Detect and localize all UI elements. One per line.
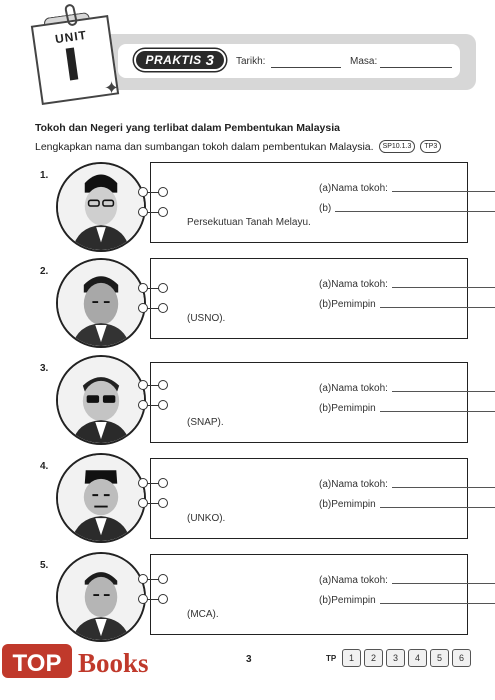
part-b-label: (b): [319, 595, 332, 606]
part-b-prompt: Pemimpin: [331, 403, 376, 414]
page-number: 3: [246, 654, 252, 665]
answer-line-b[interactable]: [319, 203, 467, 214]
portrait-image: [56, 258, 146, 348]
part-b-prompt: Pemimpin: [331, 595, 376, 606]
part-a-prompt: Nama tokoh:: [331, 575, 388, 586]
praktis-number: 3: [205, 51, 215, 69]
tp-level-box: 4: [408, 649, 427, 667]
section-title: Tokoh dan Negeri yang terlibat dalam Pembentukan Malaysia: [35, 122, 340, 134]
time-label: Masa:: [350, 56, 378, 67]
unit-number: I: [60, 39, 84, 92]
part-b-label: (b): [319, 499, 332, 510]
binder-rings-icon: [138, 183, 168, 223]
question-number: 3.: [40, 363, 49, 374]
answer-line-a[interactable]: [319, 383, 467, 394]
question-number: 4.: [40, 461, 49, 472]
answer-line-b[interactable]: [319, 299, 467, 310]
answer-blank[interactable]: [392, 391, 495, 392]
answer-box: [150, 162, 468, 243]
part-b-continuation: (USNO).: [187, 313, 226, 324]
part-b-label: (b): [319, 403, 332, 414]
part-a-label: (a): [319, 575, 332, 586]
answer-blank[interactable]: [380, 603, 495, 604]
watermark-part1: TOP: [12, 650, 62, 677]
answer-line-b[interactable]: [319, 403, 467, 414]
unit-label: UNIT: [54, 27, 88, 47]
answer-blank[interactable]: [380, 411, 495, 412]
binder-rings-icon: [138, 279, 168, 319]
answer-blank[interactable]: [392, 487, 495, 488]
answer-line-a[interactable]: [319, 575, 467, 586]
part-a-label: (a): [319, 383, 332, 394]
date-field[interactable]: [271, 67, 341, 68]
answer-line-b[interactable]: [319, 595, 467, 606]
tp-level-box: 1: [342, 649, 361, 667]
date-label: Tarikh:: [236, 56, 266, 67]
part-a-label: (a): [319, 479, 332, 490]
tp-badge: TP3: [420, 140, 441, 153]
topbooks-watermark-logo: [0, 640, 182, 682]
answer-line-a[interactable]: [319, 479, 467, 490]
answer-blank[interactable]: [380, 507, 495, 508]
question-number: 2.: [40, 266, 49, 277]
answer-blank[interactable]: [392, 191, 495, 192]
answer-blank[interactable]: [392, 287, 495, 288]
part-a-prompt: Nama tokoh:: [331, 183, 388, 194]
sp-badge: SP10.1.3: [379, 140, 416, 153]
answer-line-a[interactable]: [319, 279, 467, 290]
part-b-continuation: (UNKO).: [187, 513, 226, 524]
instruction-text: Lengkapkan nama dan sumbangan tokoh dalam pembentukan Malaysia.: [35, 140, 374, 153]
tp-level-box: 5: [430, 649, 449, 667]
part-b-continuation: (SNAP).: [187, 417, 224, 428]
part-b-continuation: (MCA).: [187, 609, 219, 620]
answer-blank[interactable]: [392, 583, 495, 584]
part-a-prompt: Nama tokoh:: [331, 383, 388, 394]
part-b-prompt: Pemimpin: [331, 299, 376, 310]
answer-box: [150, 554, 468, 635]
portrait-image: [56, 355, 146, 445]
star-icon: ✦: [104, 78, 120, 98]
question-number: 1.: [40, 170, 49, 181]
answer-box: [150, 258, 468, 339]
answer-line-a[interactable]: [319, 183, 467, 194]
instruction: [35, 140, 441, 153]
part-b-label: (b): [319, 299, 332, 310]
part-b-continuation: Persekutuan Tanah Melayu.: [187, 217, 311, 228]
part-b-prompt: Pemimpin: [331, 499, 376, 510]
question-number: 5.: [40, 560, 49, 571]
answer-blank[interactable]: [335, 211, 495, 212]
answer-box: [150, 458, 468, 539]
tp-label: TP: [326, 654, 337, 663]
tp-level-box: 3: [386, 649, 405, 667]
part-a-prompt: Nama tokoh:: [331, 279, 388, 290]
watermark-part2: Books: [78, 648, 149, 678]
answer-box: [150, 362, 468, 443]
binder-rings-icon: [138, 570, 168, 610]
part-a-prompt: Nama tokoh:: [331, 479, 388, 490]
part-a-label: (a): [319, 279, 332, 290]
portrait-image: [56, 552, 146, 642]
praktis-label: PRAKTIS: [145, 53, 202, 67]
portrait-image: [56, 162, 146, 252]
binder-rings-icon: [138, 474, 168, 514]
answer-line-b[interactable]: [319, 499, 467, 510]
binder-rings-icon: [138, 376, 168, 416]
part-a-label: (a): [319, 183, 332, 194]
answer-blank[interactable]: [380, 307, 495, 308]
part-b-label: (b): [319, 203, 332, 214]
portrait-image: [56, 453, 146, 543]
tp-level-box: 6: [452, 649, 471, 667]
tp-level-box: 2: [364, 649, 383, 667]
praktis-badge: [134, 49, 226, 71]
time-field[interactable]: [380, 67, 452, 68]
